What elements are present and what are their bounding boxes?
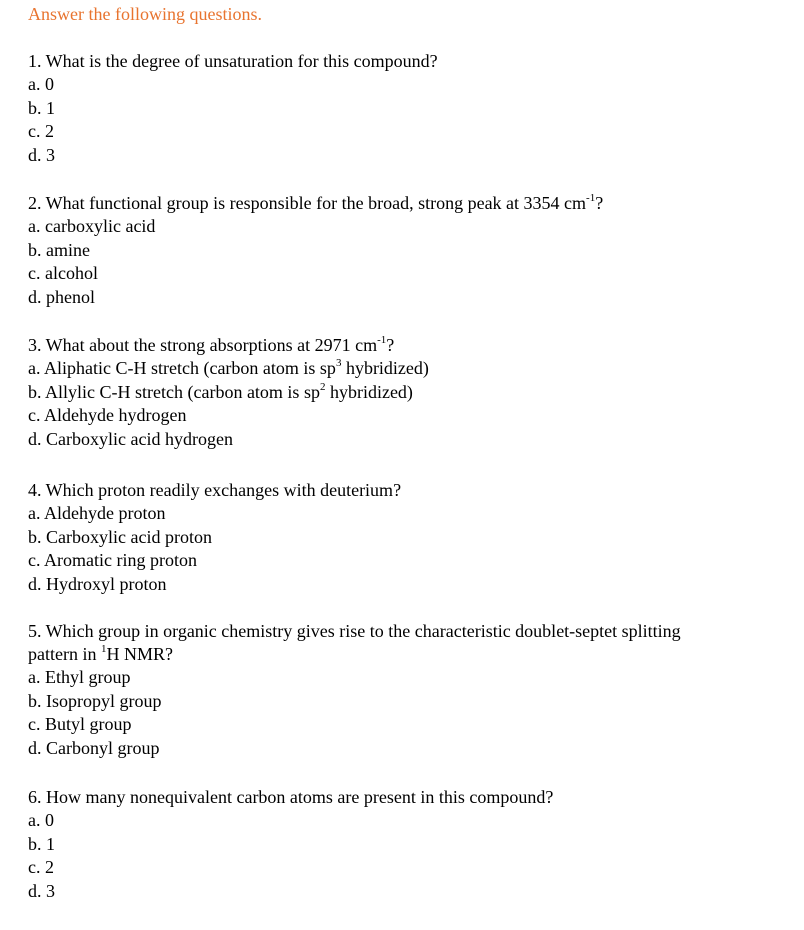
question-6-option-d: d. 3 — [28, 880, 55, 901]
question-1 — [28, 50, 788, 167]
question-3-option-a: a. Aliphatic C-H stretch (carbon atom is $sp^3$ hybridized) — [28, 357, 429, 378]
question-4-option-c: c. Aromatic ring proton — [28, 550, 197, 570]
question-6-option-a: a. 0 — [28, 810, 54, 830]
question-5-text: 5. Which group in organic chemistry gives rise to the characteristic doublet-septet splitting pattern in $^1$H NMR? — [28, 621, 681, 664]
question-6-option-c: c. 2 — [28, 857, 54, 877]
question-5-option-d: d. Carbonyl group — [28, 738, 160, 759]
question-4 — [28, 479, 788, 596]
question-3 — [28, 334, 788, 451]
question-3-option-d: d. Carboxylic acid hydrogen — [28, 428, 233, 449]
question-1-text: 1. What is the degree of unsaturation for this compound? — [28, 51, 438, 71]
question-5-option-c: c. Butyl group — [28, 714, 132, 735]
question-2-text: 2. What functional group is responsible for the broad, strong peak at 3354 $cm^{-1}$? — [28, 192, 604, 213]
question-4-option-a: a. Aldehyde proton — [28, 503, 166, 523]
question-3-option-c: c. Aldehyde hydrogen — [28, 405, 187, 425]
page-heading: Answer the following questions. — [28, 4, 262, 24]
question-4-option-d: d. Hydroxyl proton — [28, 573, 167, 594]
question-2-option-c: c. alcohol — [28, 263, 98, 283]
question-6 — [28, 786, 788, 903]
question-4-text: 4. Which proton readily exchanges with deuterium? — [28, 480, 402, 500]
question-1-option-a: a. 0 — [28, 74, 54, 94]
question-6-text: 6. How many nonequivalent carbon atoms are present in this compound? — [28, 787, 554, 807]
question-6-option-b: b. 1 — [28, 833, 55, 854]
question-3-option-b: b. Allylic C-H stretch (carbon atom is $sp^2$ hybridized) — [28, 380, 413, 402]
question-4-option-b: b. Carboxylic acid proton — [28, 526, 212, 547]
question-1-option-d: d. 3 — [28, 144, 55, 165]
question-2-option-b: b. amine — [28, 239, 90, 260]
question-2-option-d: d. phenol — [28, 286, 95, 307]
question-1-option-c: c. 2 — [28, 121, 54, 141]
question-5-option-a: a. Ethyl group — [28, 667, 131, 687]
question-5 — [28, 620, 788, 761]
question-2-option-a: a. carboxylic acid — [28, 216, 156, 236]
question-1-option-b: b. 1 — [28, 97, 55, 118]
question-5-option-b: b. Isopropyl group — [28, 690, 162, 711]
question-2 — [28, 192, 788, 309]
question-3-text: 3. What about the strong absorptions at 2971 $cm^{-1}$? — [28, 334, 395, 355]
